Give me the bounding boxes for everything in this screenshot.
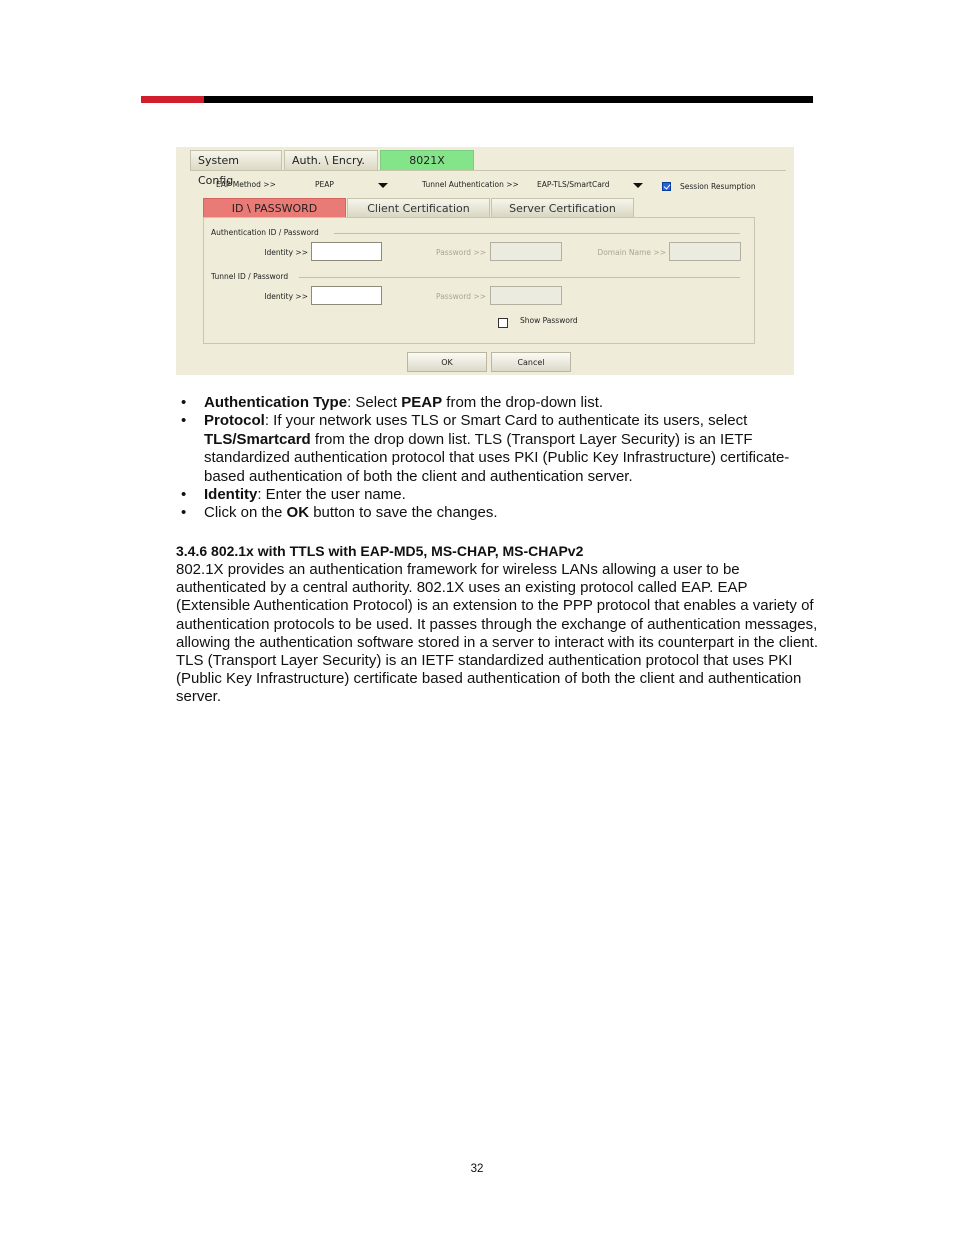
tunnel-group-label: Tunnel ID / Password — [211, 272, 289, 281]
show-password-checkbox[interactable] — [498, 318, 508, 328]
domain-name-input — [669, 242, 741, 261]
eap-method-dropdown-icon[interactable] — [378, 183, 388, 188]
page-number: 32 — [470, 1163, 484, 1175]
tab-auth-encry[interactable]: Auth. \ Encry. — [284, 150, 378, 170]
section-heading: 3.4.6 802.1x with TTLS with EAP-MD5, MS-CHAP, MS-CHAPv2 — [176, 543, 584, 559]
show-password-label: Show Password — [520, 316, 578, 325]
ok-button[interactable]: OK — [407, 352, 487, 372]
subtab-id-password[interactable]: ID \ PASSWORD — [203, 198, 346, 217]
tunnel-password-input — [490, 286, 562, 305]
bullet-ok — [176, 504, 816, 522]
identity-label: Identity >> — [264, 248, 308, 257]
bullet-list — [176, 394, 816, 523]
credentials-box — [203, 217, 755, 344]
bullet-emphasis: TLS/Smartcard — [204, 430, 311, 448]
sub-tabs — [203, 198, 635, 217]
tunnel-identity-input[interactable] — [311, 286, 382, 305]
eap-method-label: EAP Method >> — [216, 180, 276, 189]
bullet-text: : If your network uses TLS or Smart Card to authenticate its users, select — [264, 412, 748, 430]
bullet-text: : Enter the user name. — [257, 486, 406, 504]
dialog-screenshot — [176, 147, 794, 375]
tunnel-auth-label: Tunnel Authentication >> — [422, 180, 519, 189]
tunnel-group-line — [299, 277, 740, 278]
header-rule — [141, 96, 813, 103]
password-input — [490, 242, 562, 261]
bullet-protocol — [176, 412, 816, 486]
bullet-text: button to save the changes. — [309, 504, 498, 522]
bullet-text: Click on the — [204, 504, 287, 522]
bullet-emphasis: PEAP — [401, 394, 443, 411]
bullet-term: Identity — [204, 486, 258, 504]
tunnel-auth-dropdown-icon[interactable] — [633, 183, 643, 188]
bullet-term: Protocol — [204, 412, 265, 430]
password-label: Password >> — [436, 248, 486, 257]
tunnel-auth-select[interactable]: EAP-TLS/SmartCard — [537, 180, 610, 189]
header-rule-red — [141, 96, 204, 103]
section-body: 802.1X provides an authentication framework for wireless LANs allowing a user to be authenticated by a central authority. 802.1X uses an existing protocol called EAP. EAP (Extensible Authentication Protocol) is an extension to the PPP protocol that enables a variety of authentication protocols to be used. It passes through the exchange of authentication messages, allowing the authentication software stored in a server to interact with its counterpart in the client. TLS (Transport Layer Security) is an IETF standardized authentication protocol that uses PKI (Public Key Infrastructure) certificate based authentication of both the client and authentication server. — [176, 561, 819, 706]
bullet-text: : Select — [347, 394, 402, 411]
bullet-emphasis: OK — [286, 504, 310, 522]
tunnel-password-label: Password >> — [436, 292, 486, 301]
auth-group-line — [334, 233, 740, 234]
session-resumption-label: Session Resumption — [680, 182, 756, 191]
bullet-identity — [176, 486, 816, 504]
session-resumption-checkbox[interactable] — [662, 182, 671, 191]
bullet-text: from the drop-down list. — [442, 394, 604, 411]
tab-8021x[interactable]: 8021X — [380, 150, 474, 170]
domain-name-label: Domain Name >> — [597, 248, 666, 257]
eap-method-select[interactable]: PEAP — [315, 180, 334, 189]
subtab-client-certification[interactable]: Client Certification — [347, 198, 490, 217]
cancel-button[interactable]: Cancel — [491, 352, 571, 372]
tab-separator — [190, 170, 786, 171]
bullet-term: Authentication Type — [204, 394, 348, 411]
header-rule-black — [204, 96, 813, 103]
auth-group-label: Authentication ID / Password — [211, 228, 319, 237]
tunnel-identity-label: Identity >> — [264, 292, 308, 301]
tab-system-config[interactable]: System Config — [190, 150, 282, 170]
identity-input[interactable] — [311, 242, 382, 261]
subtab-server-certification[interactable]: Server Certification — [491, 198, 634, 217]
bullet-authentication-type — [176, 394, 816, 412]
bullet-text: from the drop down list. TLS (Transport Layer Security) is an IETF standardized authentication protocol that uses PKI (Public Key Infrastructure) certificate-based authentication of both the client and authentication server. — [204, 430, 790, 485]
